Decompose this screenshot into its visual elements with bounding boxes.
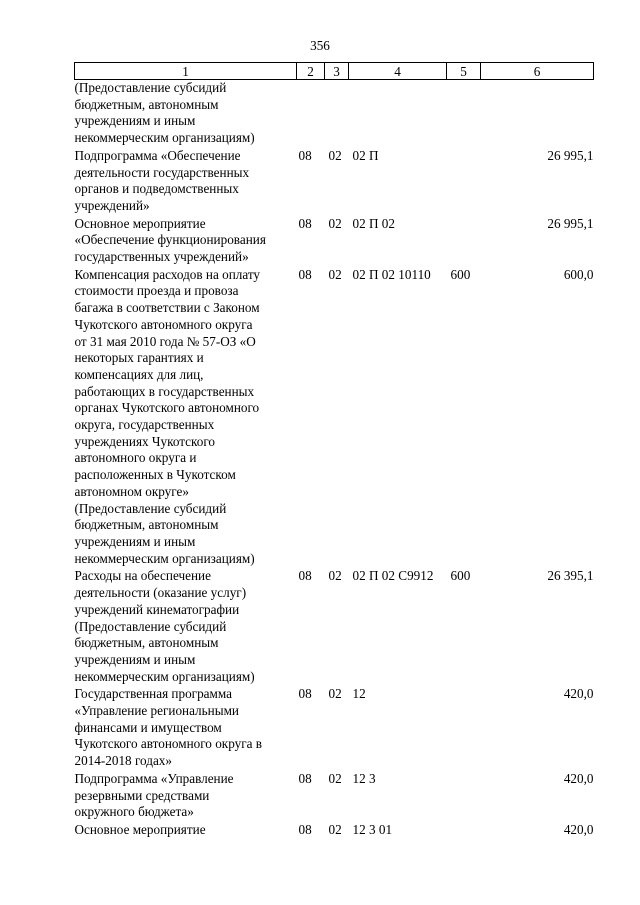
name-line: Государственная программа bbox=[74, 686, 232, 702]
name-line: органов и подведомственных bbox=[74, 181, 239, 197]
row-pr-cell: 02 bbox=[328, 568, 342, 584]
name-line: Подпрограмма «Обеспечение bbox=[74, 147, 241, 163]
row-pr-cell: 02 bbox=[328, 147, 342, 163]
row-amount-cell bbox=[481, 80, 594, 147]
name-line: деятельности государственных bbox=[74, 164, 250, 180]
name-line: учреждений кинематографии bbox=[74, 601, 240, 617]
row-amount-cell: 26 995,1 bbox=[547, 147, 594, 163]
row-gr-cell: 08 bbox=[298, 266, 312, 282]
row-csr-cell: 12 bbox=[352, 686, 366, 702]
row-name-cell bbox=[75, 215, 297, 266]
name-line: округа, государственных bbox=[74, 417, 215, 433]
name-line: учреждениях Чукотского bbox=[74, 433, 216, 449]
row-csr-cell: 12 3 bbox=[352, 770, 376, 786]
header-cell-gr: 2 bbox=[297, 63, 325, 80]
page-number: 356 bbox=[310, 38, 330, 53]
header-cell-pr: 3 bbox=[325, 63, 349, 80]
row-gr-cell: 08 bbox=[298, 147, 312, 163]
name-line: некоммерческим организациям) bbox=[74, 130, 255, 146]
table-row bbox=[75, 685, 594, 770]
row-vr-cell bbox=[447, 685, 481, 770]
row-pr-cell: 02 bbox=[328, 770, 342, 786]
header-cell-name: 1 bbox=[75, 63, 297, 80]
header-row bbox=[75, 63, 594, 80]
name-line: (Предоставление субсидий bbox=[74, 500, 227, 516]
row-vr-cell: 600 bbox=[450, 568, 471, 584]
row-csr-cell: 02 П bbox=[352, 147, 379, 163]
row-csr-cell: 02 П 02 bbox=[352, 215, 395, 231]
name-line: багажа в соответствии с Законом bbox=[74, 300, 260, 316]
name-line: окружного бюджета» bbox=[74, 804, 194, 820]
row-csr-cell bbox=[349, 80, 447, 147]
row-name-cell bbox=[75, 685, 297, 770]
table-header bbox=[75, 63, 594, 80]
row-gr-cell: 08 bbox=[298, 821, 312, 837]
name-line: Основное мероприятие bbox=[74, 215, 206, 231]
name-line: автономного округа и bbox=[74, 450, 197, 466]
table-row bbox=[75, 215, 594, 266]
row-amount-cell: 600,0 bbox=[563, 266, 594, 282]
row-amount-cell: 420,0 bbox=[563, 821, 594, 837]
table-row bbox=[75, 821, 594, 839]
name-line: Основное мероприятие bbox=[74, 821, 206, 837]
name-line: Чукотского автономного округа bbox=[74, 316, 253, 332]
name-line: бюджетным, автономным bbox=[74, 635, 219, 651]
table-row bbox=[75, 567, 594, 685]
header-cell-csr: 4 bbox=[349, 63, 447, 80]
name-line: некоммерческим организациям) bbox=[74, 668, 255, 684]
name-line: учреждениям и иным bbox=[74, 651, 196, 667]
row-pr-cell: 02 bbox=[328, 686, 342, 702]
name-line: учреждениям и иным bbox=[74, 533, 196, 549]
name-line: работающих в государственных bbox=[74, 383, 255, 399]
name-line: некоммерческим организациям) bbox=[74, 550, 255, 566]
name-line: бюджетным, автономным bbox=[74, 96, 219, 112]
row-pr-cell: 02 bbox=[328, 266, 342, 282]
row-gr-cell bbox=[297, 80, 325, 147]
name-line: финансами и имуществом bbox=[74, 719, 222, 735]
row-vr-cell bbox=[447, 821, 481, 839]
name-line: Чукотского автономного округа в bbox=[74, 736, 263, 752]
row-vr-cell bbox=[447, 80, 481, 147]
row-name-cell bbox=[75, 770, 297, 821]
name-line: «Управление региональными bbox=[74, 703, 239, 719]
row-pr-cell: 02 bbox=[328, 215, 342, 231]
name-line: (Предоставление субсидий bbox=[74, 618, 227, 634]
name-line: резервными средствами bbox=[74, 787, 210, 803]
name-line: компенсациях для лиц, bbox=[74, 366, 204, 382]
name-line: деятельности (оказание услуг) bbox=[74, 585, 247, 601]
name-line: от 31 мая 2010 года № 57-ОЗ «О bbox=[74, 333, 256, 349]
name-line: Компенсация расходов на оплату bbox=[74, 266, 261, 282]
name-line: некоторых гарантиях и bbox=[74, 350, 204, 366]
row-csr-cell: 12 3 01 bbox=[352, 821, 393, 837]
row-csr-cell: 02 П 02 10110 bbox=[352, 266, 431, 282]
name-line: государственных учреждений» bbox=[74, 249, 249, 265]
row-amount-cell: 26 995,1 bbox=[547, 215, 594, 231]
row-pr-cell bbox=[325, 80, 349, 147]
row-name-cell bbox=[75, 266, 297, 568]
name-line: автономном округе» bbox=[74, 483, 189, 499]
name-line: стоимости проезда и провоза bbox=[74, 283, 239, 299]
name-line: бюджетным, автономным bbox=[74, 517, 219, 533]
row-name-cell bbox=[75, 821, 297, 839]
name-line: «Обеспечение функционирования bbox=[74, 232, 266, 248]
table-row bbox=[75, 266, 594, 568]
row-name-cell bbox=[75, 567, 297, 685]
row-vr-cell bbox=[447, 770, 481, 821]
row-amount-cell: 420,0 bbox=[563, 686, 594, 702]
budget-table bbox=[74, 62, 594, 839]
table-row bbox=[75, 80, 594, 147]
row-gr-cell: 08 bbox=[298, 770, 312, 786]
name-line: учреждений» bbox=[74, 197, 150, 213]
header-cell-amount: 6 bbox=[481, 63, 594, 80]
row-name-cell bbox=[75, 80, 297, 147]
row-vr-cell: 600 bbox=[450, 266, 471, 282]
row-vr-cell bbox=[447, 215, 481, 266]
row-gr-cell: 08 bbox=[298, 686, 312, 702]
table-row bbox=[75, 147, 594, 215]
name-line: 2014-2018 годах» bbox=[74, 753, 172, 769]
table-row bbox=[75, 770, 594, 821]
row-amount-cell: 26 395,1 bbox=[547, 568, 594, 584]
row-csr-cell: 02 П 02 С9912 bbox=[352, 568, 434, 584]
row-amount-cell: 420,0 bbox=[563, 770, 594, 786]
row-vr-cell bbox=[447, 147, 481, 215]
row-gr-cell: 08 bbox=[298, 568, 312, 584]
name-line: учреждениям и иным bbox=[74, 113, 196, 129]
table-body bbox=[75, 80, 594, 839]
header-cell-vr: 5 bbox=[447, 63, 481, 80]
name-line: Расходы на обеспечение bbox=[74, 568, 211, 584]
row-name-cell bbox=[75, 147, 297, 215]
name-line: расположенных в Чукотском bbox=[74, 467, 236, 483]
row-gr-cell: 08 bbox=[298, 215, 312, 231]
name-line: (Предоставление субсидий bbox=[74, 80, 227, 95]
row-pr-cell: 02 bbox=[328, 821, 342, 837]
name-line: органах Чукотского автономного bbox=[74, 400, 260, 416]
name-line: Подпрограмма «Управление bbox=[74, 770, 234, 786]
